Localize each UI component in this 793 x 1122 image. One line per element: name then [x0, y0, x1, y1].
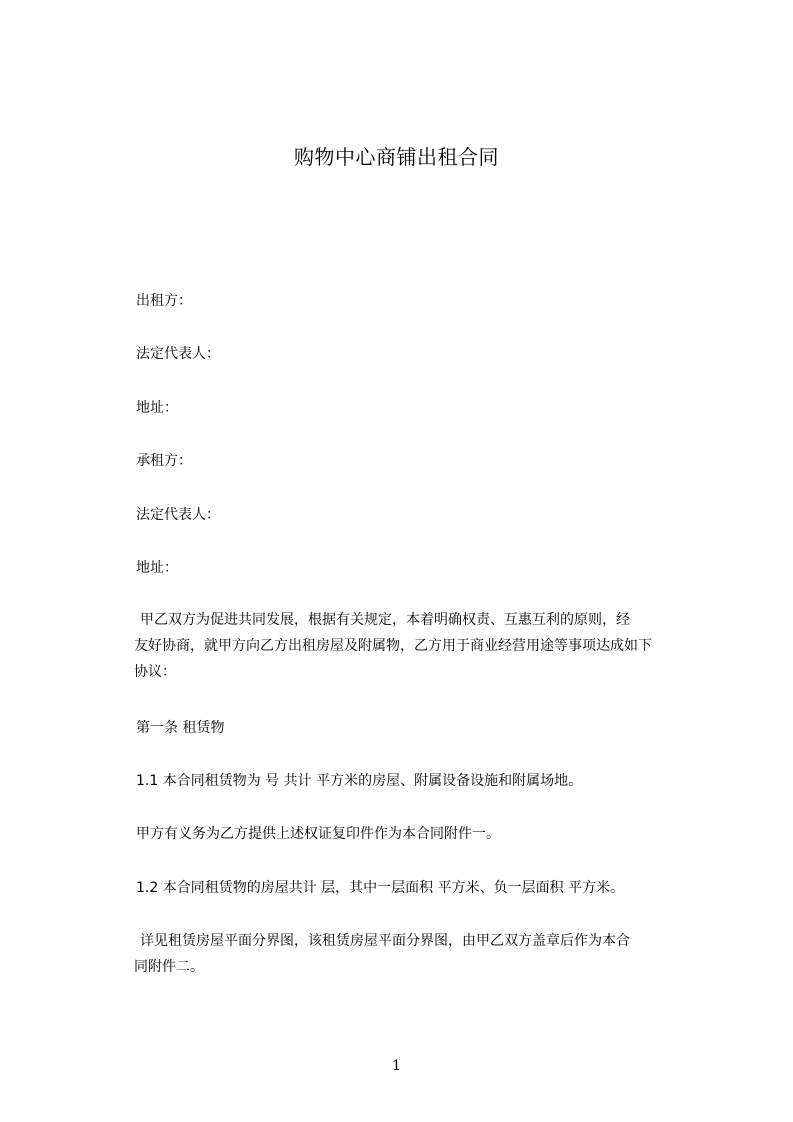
clause-1-2-note-line-1: 详见租赁房屋平面分界图，该租赁房屋平面分界图，由甲乙双方盖章后作为本合	[140, 933, 630, 949]
lessee-representative-label: 法定代表人：	[136, 507, 220, 523]
clause-1-1-note: 甲方有义务为乙方提供上述权证复印件作为本合同附件一。	[136, 826, 500, 842]
lessee-address-label: 地址：	[136, 560, 178, 576]
preamble-line-2: 友好协商，就甲方向乙方出租房屋及附属物，乙方用于商业经营用途等事项达成如下	[134, 638, 652, 654]
lessor-label: 出租方：	[136, 293, 192, 309]
article-1-heading: 第一条 租赁物	[136, 720, 225, 736]
lessor-address-label: 地址：	[136, 400, 178, 416]
lessee-label: 承租方：	[136, 453, 192, 469]
clause-1-2-note-paragraph	[136, 929, 701, 979]
page-number: 1	[392, 1058, 401, 1074]
lessor-representative-label: 法定代表人：	[136, 346, 220, 362]
preamble-paragraph	[136, 608, 701, 684]
document-title: 购物中心商铺出租合同	[294, 145, 499, 169]
preamble-line-1: 甲乙双方为促进共同发展，根据有关规定，本着明确权责、互惠互利的原则，经	[140, 612, 630, 628]
preamble-line-3: 协议：	[134, 664, 176, 680]
clause-1-2-note-line-2: 同附件二。	[134, 959, 204, 975]
clause-1-1: 1.1 本合同租赁物为 号 共计 平方米的房屋、附属设备设施和附属场地。	[136, 773, 583, 789]
clause-1-2: 1.2 本合同租赁物的房屋共计 层，其中一层面积 平方米、负一层面积 平方米。	[136, 880, 625, 896]
